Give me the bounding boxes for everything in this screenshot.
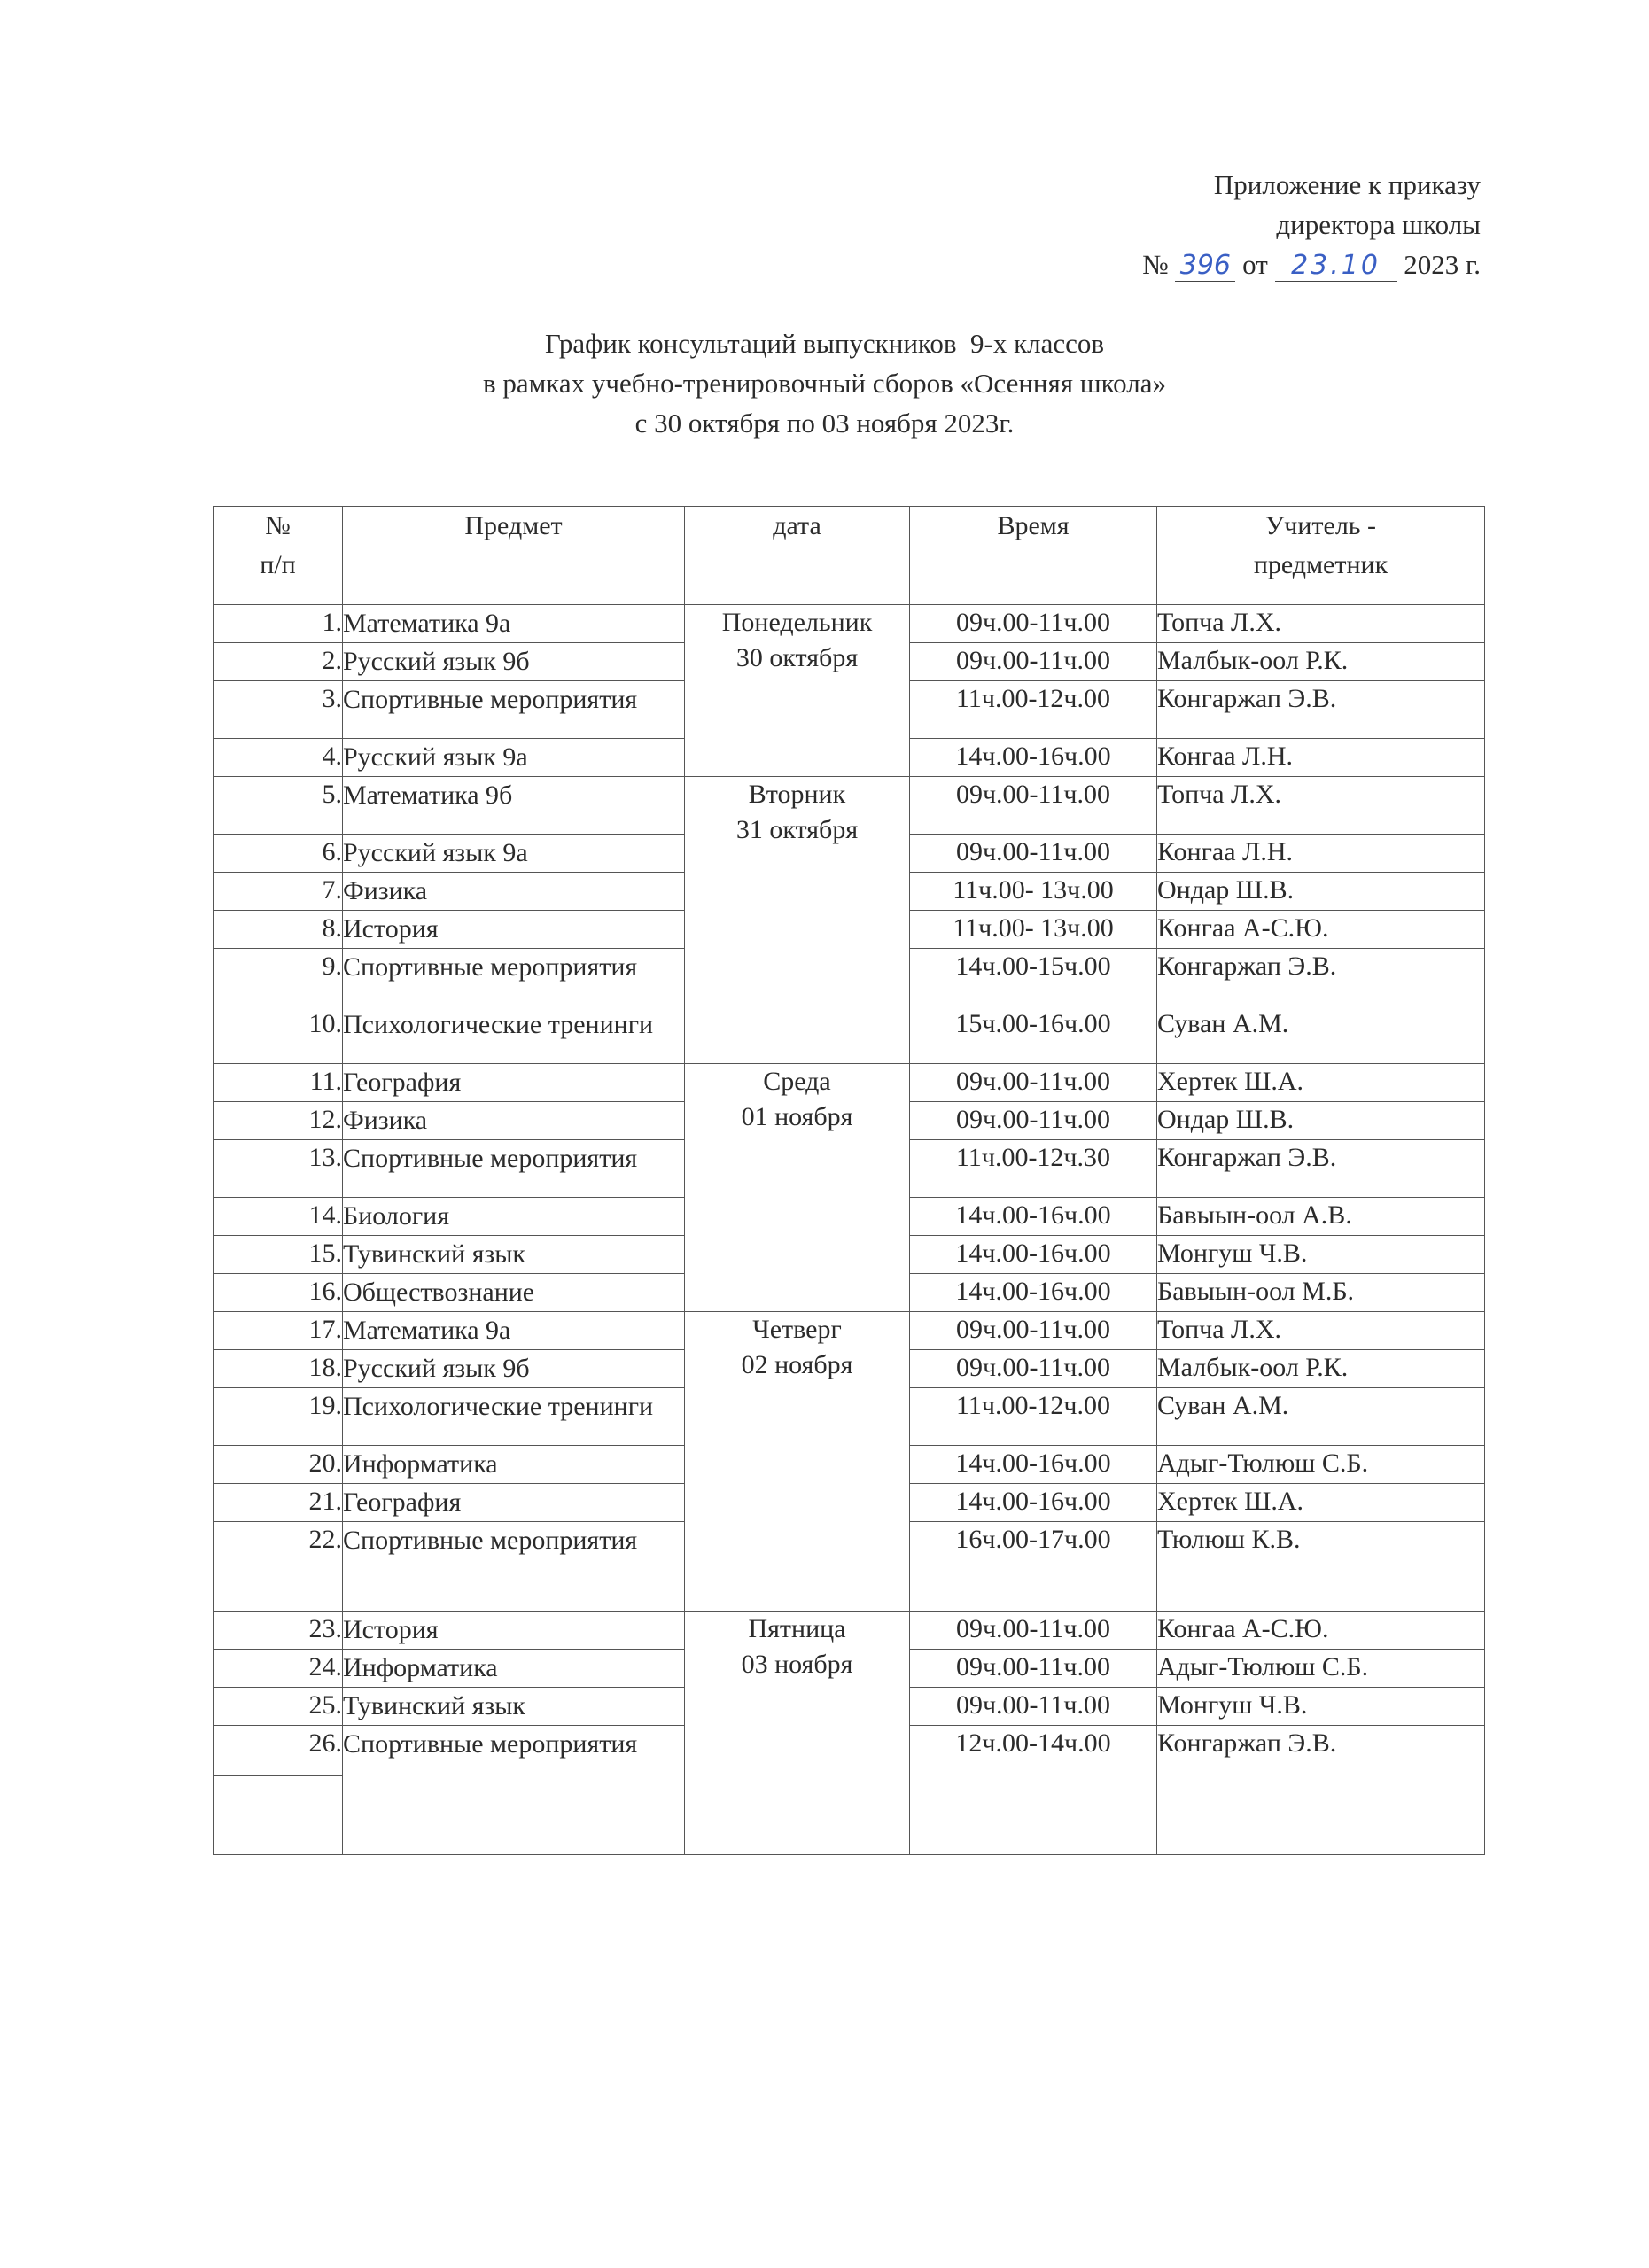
- row-number: 9.: [214, 949, 343, 1006]
- row-teacher: Конгаа Л.Н.: [1157, 835, 1485, 873]
- day-date: 30 октября: [735, 643, 859, 672]
- row-number: 18.: [214, 1350, 343, 1388]
- row-subject: Спортивные мероприятия: [343, 1140, 685, 1198]
- column-header-number: [214, 507, 343, 605]
- order-year: 2023 г.: [1404, 249, 1481, 280]
- row-time: 14ч.00-16ч.00: [910, 1236, 1157, 1274]
- row-subject: Русский язык 9б: [343, 1350, 685, 1388]
- row-teacher: Конгаа А-С.Ю.: [1157, 911, 1485, 949]
- row-number: 4.: [214, 739, 343, 777]
- empty-number-cell: [214, 1776, 343, 1855]
- row-number: 12.: [214, 1102, 343, 1140]
- table-row: [214, 1064, 1485, 1102]
- from-label: от: [1242, 249, 1268, 280]
- row-time: 11ч.00-12ч.00: [910, 681, 1157, 739]
- header-teacher-line2: предметник: [1253, 550, 1388, 579]
- row-number: 3.: [214, 681, 343, 739]
- day-weekday: Пятница: [748, 1614, 846, 1643]
- table-row: [214, 777, 1485, 835]
- row-subject: Психологические тренинги: [343, 1388, 685, 1446]
- table-row: [214, 605, 1485, 643]
- row-time: 09ч.00-11ч.00: [910, 643, 1157, 681]
- row-number: 23.: [214, 1612, 343, 1650]
- header-pp: п/п: [260, 550, 296, 579]
- row-number: 6.: [214, 835, 343, 873]
- row-number: 25.: [214, 1688, 343, 1726]
- row-teacher: Топча Л.Х.: [1157, 605, 1485, 643]
- row-time: 14ч.00-16ч.00: [910, 1198, 1157, 1236]
- row-teacher: Хертек Ш.А.: [1157, 1064, 1485, 1102]
- order-date-handwritten: 23.10: [1275, 251, 1397, 282]
- row-number: 16.: [214, 1274, 343, 1312]
- day-weekday: Вторник: [748, 780, 846, 809]
- row-subject: Биология: [343, 1198, 685, 1236]
- row-subject: История: [343, 911, 685, 949]
- day-date: 31 октября: [735, 815, 859, 844]
- row-time: 09ч.00-11ч.00: [910, 1312, 1157, 1350]
- table-row: [214, 1312, 1485, 1350]
- document-title: [0, 323, 1649, 443]
- row-time: 09ч.00-11ч.00: [910, 1350, 1157, 1388]
- day-date: 02 ноября: [741, 1350, 853, 1379]
- row-teacher: Суван А.М.: [1157, 1388, 1485, 1446]
- consultation-schedule-table: [213, 506, 1485, 1855]
- row-number: 13.: [214, 1140, 343, 1198]
- row-teacher: Хертек Ш.А.: [1157, 1484, 1485, 1522]
- row-number: 15.: [214, 1236, 343, 1274]
- row-teacher: Адыг-Тюлюш С.Б.: [1157, 1446, 1485, 1484]
- row-teacher: Ондар Ш.В.: [1157, 873, 1485, 911]
- row-subject: Тувинский язык: [343, 1688, 685, 1726]
- row-teacher: Конгаа А-С.Ю.: [1157, 1612, 1485, 1650]
- row-subject: Спортивные мероприятия: [343, 949, 685, 1006]
- table-header-row: [214, 507, 1485, 605]
- row-subject: Психологические тренинги: [343, 1006, 685, 1064]
- row-number: 26.: [214, 1726, 343, 1776]
- row-teacher: Топча Л.Х.: [1157, 777, 1485, 835]
- row-teacher: Конгаа Л.Н.: [1157, 739, 1485, 777]
- order-number-handwritten: 396: [1175, 251, 1235, 282]
- row-subject: Русский язык 9а: [343, 835, 685, 873]
- row-time: 14ч.00-15ч.00: [910, 949, 1157, 1006]
- title-line-2: в рамках учебно-тренировочный сборов «Осенняя школа»: [483, 368, 1166, 399]
- row-teacher: Монгуш Ч.В.: [1157, 1236, 1485, 1274]
- row-subject: География: [343, 1484, 685, 1522]
- row-subject: Спортивные мероприятия: [343, 681, 685, 739]
- column-header-teacher: [1157, 507, 1485, 605]
- row-subject: Русский язык 9б: [343, 643, 685, 681]
- row-teacher: Адыг-Тюлюш С.Б.: [1157, 1650, 1485, 1688]
- day-weekday: Среда: [763, 1067, 831, 1096]
- row-teacher: Малбык-оол Р.К.: [1157, 1350, 1485, 1388]
- day-date: 01 ноября: [741, 1102, 853, 1131]
- day-weekday: Понедельник: [721, 608, 873, 637]
- row-teacher: Ондар Ш.В.: [1157, 1102, 1485, 1140]
- row-subject: Обществознание: [343, 1274, 685, 1312]
- header-number-sign: №: [265, 511, 291, 540]
- row-time: 16ч.00-17ч.00: [910, 1522, 1157, 1612]
- column-header-date: дата: [685, 507, 910, 605]
- row-subject: Спортивные мероприятия: [343, 1522, 685, 1612]
- day-weekday: Четверг: [752, 1315, 842, 1344]
- row-time: 09ч.00-11ч.00: [910, 1688, 1157, 1726]
- row-time: 11ч.00- 13ч.00: [910, 911, 1157, 949]
- row-teacher: Конгаржап Э.В.: [1157, 949, 1485, 1006]
- column-header-subject: Предмет: [343, 507, 685, 605]
- row-time: 14ч.00-16ч.00: [910, 1484, 1157, 1522]
- row-subject: Спортивные мероприятия: [343, 1726, 685, 1855]
- row-time: 09ч.00-11ч.00: [910, 1612, 1157, 1650]
- row-subject: География: [343, 1064, 685, 1102]
- row-time: 15ч.00-16ч.00: [910, 1006, 1157, 1064]
- row-time: 09ч.00-11ч.00: [910, 605, 1157, 643]
- row-number: 19.: [214, 1388, 343, 1446]
- row-subject: История: [343, 1612, 685, 1650]
- row-time: 12ч.00-14ч.00: [910, 1726, 1157, 1855]
- row-subject: Математика 9б: [343, 777, 685, 835]
- row-subject: Информатика: [343, 1446, 685, 1484]
- number-sign: №: [1142, 249, 1169, 280]
- row-time: 09ч.00-11ч.00: [910, 1102, 1157, 1140]
- row-subject: Математика 9а: [343, 1312, 685, 1350]
- row-subject: Физика: [343, 873, 685, 911]
- row-time: 14ч.00-16ч.00: [910, 1274, 1157, 1312]
- row-time: 14ч.00-16ч.00: [910, 1446, 1157, 1484]
- row-number: 11.: [214, 1064, 343, 1102]
- day-cell: [685, 1612, 910, 1855]
- row-time: 09ч.00-11ч.00: [910, 1064, 1157, 1102]
- day-cell: [685, 1312, 910, 1612]
- row-teacher: Конгаржап Э.В.: [1157, 1140, 1485, 1198]
- title-line-3: с 30 октября по 03 ноября 2023г.: [634, 408, 1015, 439]
- director-line: директора школы: [1276, 209, 1481, 240]
- row-number: 8.: [214, 911, 343, 949]
- row-number: 2.: [214, 643, 343, 681]
- order-reference: [1142, 165, 1481, 284]
- row-number: 7.: [214, 873, 343, 911]
- row-number: 24.: [214, 1650, 343, 1688]
- row-time: 09ч.00-11ч.00: [910, 777, 1157, 835]
- header-teacher-line1: Учитель -: [1265, 511, 1376, 540]
- order-number-line: [1142, 245, 1481, 284]
- row-number: 1.: [214, 605, 343, 643]
- row-time: 09ч.00-11ч.00: [910, 835, 1157, 873]
- row-teacher: Конгаржап Э.В.: [1157, 681, 1485, 739]
- row-number: 20.: [214, 1446, 343, 1484]
- row-time: 11ч.00-12ч.30: [910, 1140, 1157, 1198]
- row-subject: Тувинский язык: [343, 1236, 685, 1274]
- day-cell: [685, 1064, 910, 1312]
- row-teacher: Конгаржап Э.В.: [1157, 1726, 1485, 1855]
- title-line-1: График консультаций выпускников 9-х классов: [544, 328, 1105, 359]
- day-date: 03 ноября: [741, 1650, 853, 1679]
- row-time: 11ч.00- 13ч.00: [910, 873, 1157, 911]
- row-teacher: Малбык-оол Р.К.: [1157, 643, 1485, 681]
- row-teacher: Монгуш Ч.В.: [1157, 1688, 1485, 1726]
- row-number: 10.: [214, 1006, 343, 1064]
- day-cell: [685, 605, 910, 777]
- row-number: 17.: [214, 1312, 343, 1350]
- row-number: 5.: [214, 777, 343, 835]
- row-number: 21.: [214, 1484, 343, 1522]
- row-time: 14ч.00-16ч.00: [910, 739, 1157, 777]
- column-header-time: Время: [910, 507, 1157, 605]
- appendix-line: Приложение к приказу: [1213, 169, 1481, 200]
- row-time: 11ч.00-12ч.00: [910, 1388, 1157, 1446]
- row-time: 09ч.00-11ч.00: [910, 1650, 1157, 1688]
- row-teacher: Суван А.М.: [1157, 1006, 1485, 1064]
- row-teacher: Топча Л.Х.: [1157, 1312, 1485, 1350]
- table-row: [214, 1612, 1485, 1650]
- row-teacher: Тюлюш К.В.: [1157, 1522, 1485, 1612]
- row-subject: Информатика: [343, 1650, 685, 1688]
- row-subject: Русский язык 9а: [343, 739, 685, 777]
- day-cell: [685, 777, 910, 1064]
- row-teacher: Бавыын-оол М.Б.: [1157, 1274, 1485, 1312]
- row-number: 14.: [214, 1198, 343, 1236]
- row-number: 22.: [214, 1522, 343, 1612]
- row-subject: Физика: [343, 1102, 685, 1140]
- row-subject: Математика 9а: [343, 605, 685, 643]
- row-teacher: Бавыын-оол А.В.: [1157, 1198, 1485, 1236]
